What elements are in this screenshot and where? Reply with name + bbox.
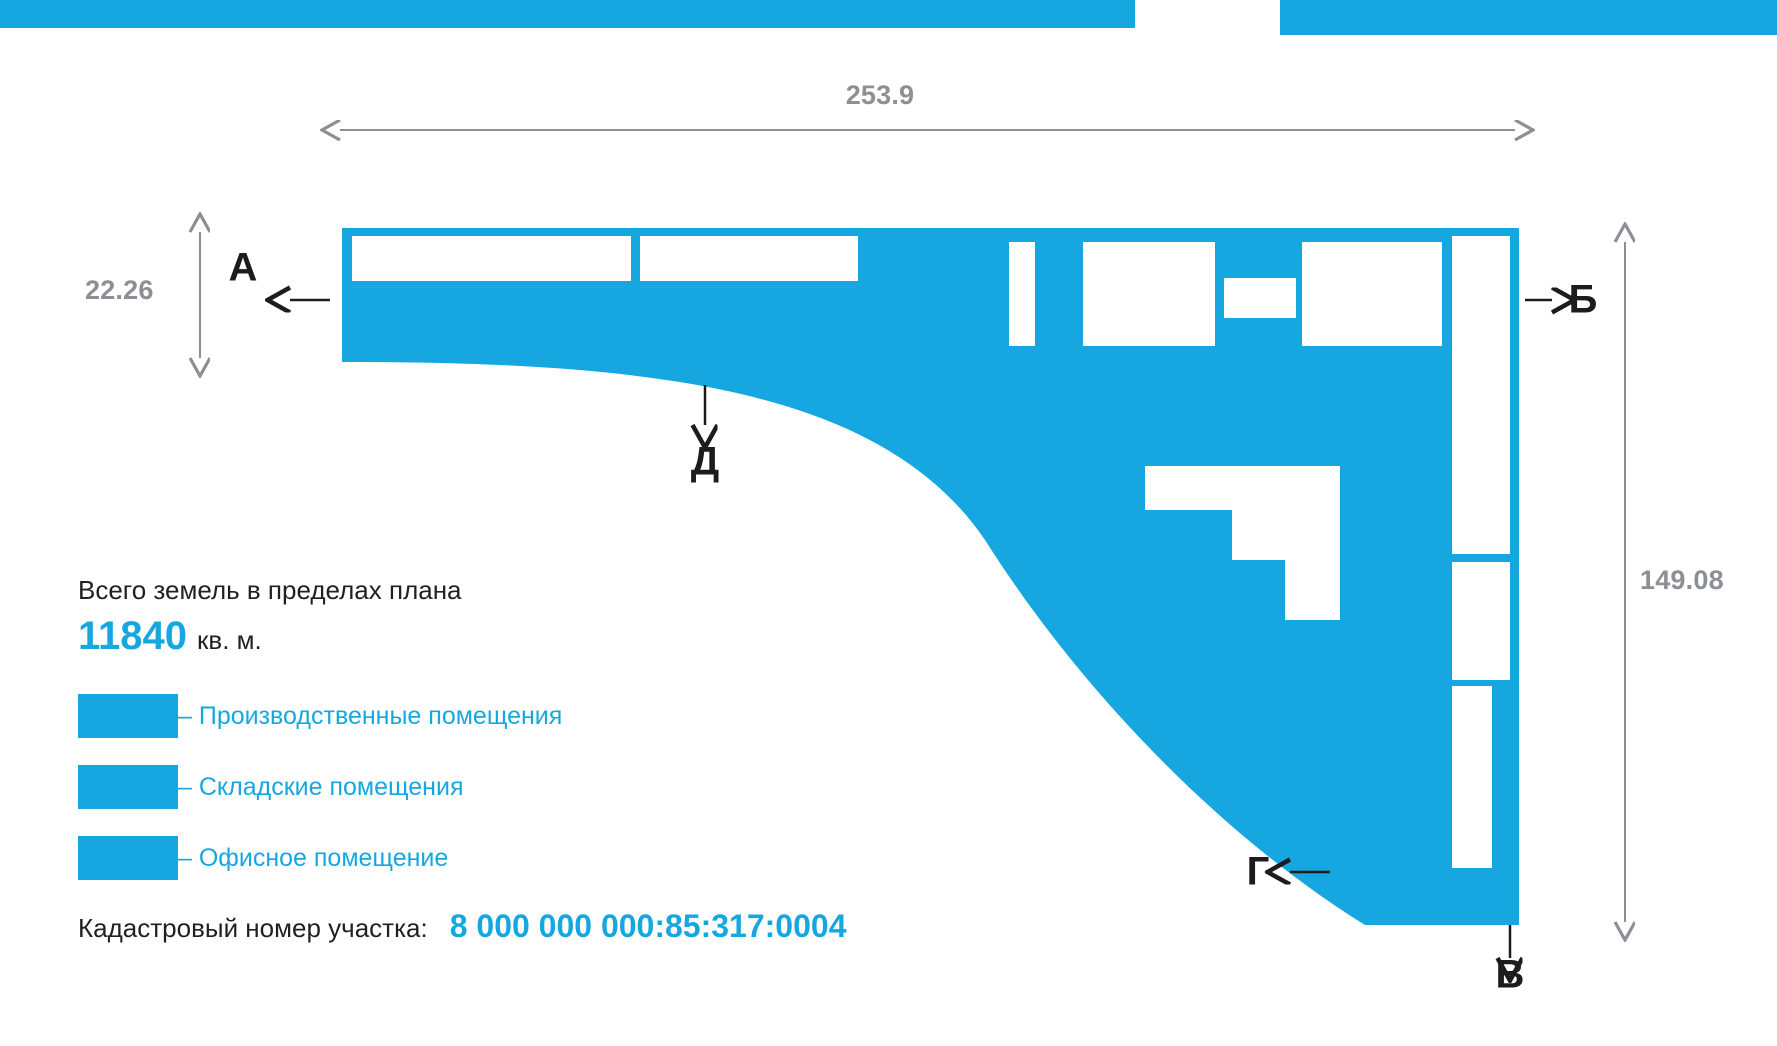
cadastral-row bbox=[78, 908, 1078, 945]
legend-label-warehouse: – Складские помещения bbox=[178, 772, 464, 801]
legend-label-production: – Производственные помещения bbox=[178, 701, 563, 730]
legend-swatch-production bbox=[78, 694, 178, 738]
top-edge-strips bbox=[0, 0, 1777, 35]
legend-item bbox=[78, 765, 1078, 809]
corner-label-b: Б bbox=[1568, 277, 1598, 322]
legend-label-office: – Офисное помещение bbox=[178, 843, 449, 872]
legend-item bbox=[78, 694, 1078, 738]
dimension-top-label: 253.9 bbox=[845, 80, 915, 110]
total-area-row bbox=[78, 616, 1078, 656]
corner-label-v: В bbox=[1495, 952, 1525, 997]
total-area-value: 11840 bbox=[78, 614, 188, 658]
corner-label-d: Д bbox=[690, 439, 720, 484]
dimension-right-label: 149.08 bbox=[1640, 565, 1724, 595]
total-area-title: Всего земель в пределах плана bbox=[78, 575, 462, 605]
corner-label-g: Г bbox=[1246, 849, 1270, 894]
cadastral-number: 8 000 000 000:85:317:0004 bbox=[449, 908, 847, 944]
legend-swatch-office bbox=[78, 836, 178, 880]
total-area-unit: кв. м. bbox=[197, 625, 262, 655]
dimension-left-label: 22.26 bbox=[85, 275, 154, 305]
corner-label-a: А bbox=[228, 245, 258, 290]
legend bbox=[78, 694, 1078, 880]
cadastral-label: Кадастровый номер участка: bbox=[78, 913, 428, 943]
legend-swatch-warehouse bbox=[78, 765, 178, 809]
legend-item bbox=[78, 836, 1078, 880]
info-block bbox=[78, 575, 1078, 945]
